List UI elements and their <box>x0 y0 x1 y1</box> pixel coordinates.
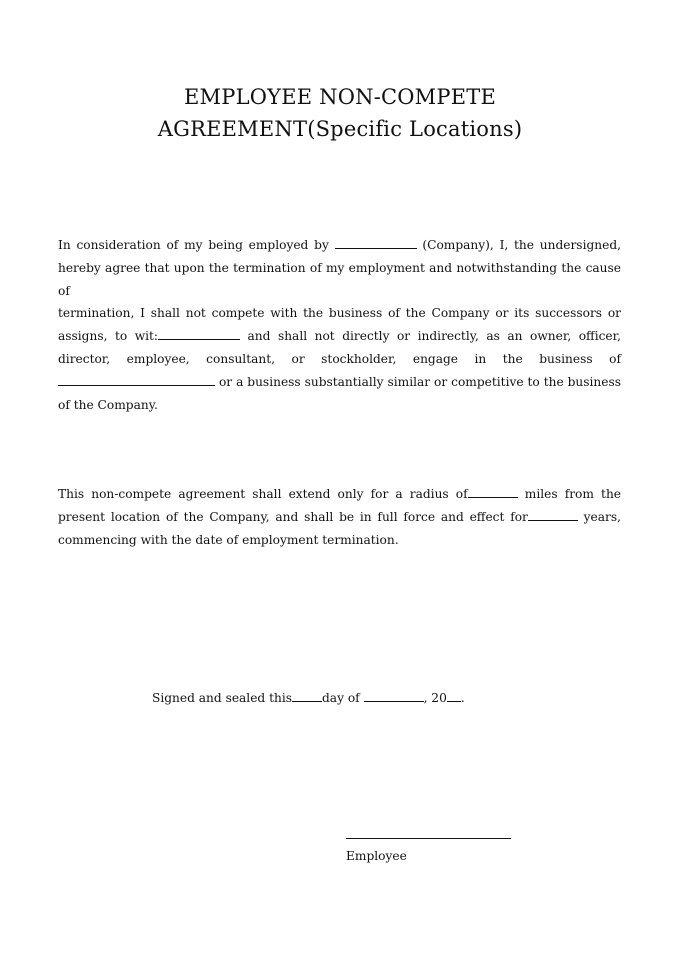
text-segment: years, <box>577 509 621 524</box>
text-segment: . <box>460 691 465 705</box>
text-segment: day of <box>322 691 364 705</box>
employee-signature-label: Employee <box>346 849 407 863</box>
consideration-paragraph <box>58 234 621 416</box>
document-title-line-1: EMPLOYEE NON-COMPETE <box>184 85 496 109</box>
paragraph-line <box>58 506 621 529</box>
year-blank[interactable] <box>447 690 461 702</box>
document-title-line-2: AGREEMENT(Specific Locations) <box>157 117 523 141</box>
text-segment: miles from the <box>517 487 622 501</box>
signed-and-sealed-line <box>152 687 465 709</box>
paragraph-line: hereby agree that upon the termination of my employment and notwithstanding the cause of <box>58 260 621 298</box>
text-segment: assigns, to wit: <box>58 329 159 344</box>
company-name-blank[interactable] <box>335 237 417 249</box>
business-type-blank[interactable] <box>58 374 215 386</box>
paragraph-line: termination, I shall not compete with the business of the Company or its successors or <box>58 306 621 321</box>
text-segment: present location of the Company, and shall be in full force and effect for <box>58 509 528 524</box>
text-segment: or a business substantially similar or competitive to the business <box>215 374 621 389</box>
text-segment: Signed and sealed this <box>152 691 292 705</box>
text-segment: , 20 <box>423 691 447 705</box>
text-segment: This non-compete agreement shall extend only for a radius of <box>58 487 468 501</box>
radius-paragraph <box>58 483 621 551</box>
paragraph-line <box>58 234 621 257</box>
locations-blank[interactable] <box>158 328 240 340</box>
day-blank[interactable] <box>292 690 322 702</box>
month-blank[interactable] <box>364 690 424 702</box>
text-segment: In consideration of my being employed by <box>58 238 335 252</box>
text-segment: (Company), I, the undersigned, <box>416 238 622 252</box>
paragraph-line: director, employee, consultant, or stockholder, engage in the business of <box>58 351 621 366</box>
radius-miles-blank[interactable] <box>468 486 518 498</box>
text-segment: and shall not directly or indirectly, as an owner, officer, <box>240 329 621 344</box>
duration-years-blank[interactable] <box>528 509 578 521</box>
paragraph-line <box>58 483 621 506</box>
paragraph-line: of the Company. <box>58 397 158 412</box>
paragraph-line <box>58 371 621 394</box>
employee-signature-line[interactable] <box>346 838 511 839</box>
paragraph-line <box>58 325 621 348</box>
paragraph-line: commencing with the date of employment termination. <box>58 532 399 547</box>
